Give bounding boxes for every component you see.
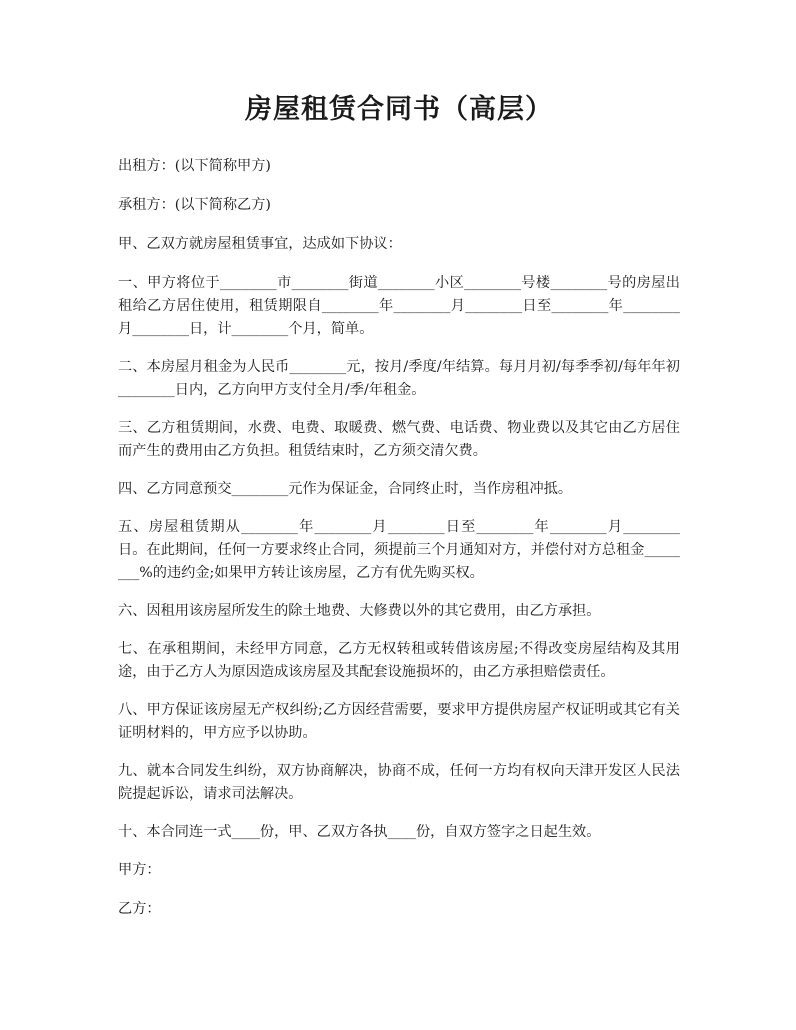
lessee-line: 承租方：(以下简称乙方) [118, 197, 271, 213]
clause-3: 三、乙方租赁期间，水费、电费、取暖费、燃气费、电话费、物业费以及其它由乙方居住而产生的费用由乙方负担。租赁结束时，乙方须交清欠费。 [118, 420, 680, 459]
party-a-signature: 甲方： [118, 862, 161, 878]
contract-page [118, 90, 680, 937]
clause-9: 九、就本合同发生纠纷，双方协商解决，协商不成，任何一方均有权向天津开发区人民法院提起诉讼，请求司法解决。 [118, 763, 680, 802]
clause-4: 四、乙方同意预交________元作为保证金，合同终止时，当作房租冲抵。 [118, 481, 573, 497]
clause-1: 一、甲方将位于________市________街道________小区________号楼________号的房屋出租给乙方居住使用，租赁期限自________年________月________日至________年________月________日，计________个月，简单。 [118, 275, 680, 337]
clause-6: 六、因租用该房屋所发生的除土地费、大修费以外的其它费用，由乙方承担。 [118, 603, 601, 619]
clause-7: 七、在承租期间，未经甲方同意，乙方无权转租或转借该房屋;不得改变房屋结构及其用途，由于乙方人为原因造成该房屋及其配套设施损坏的，由乙方承担赔偿责任。 [118, 641, 680, 680]
clause-10: 十、本合同连一式____份，甲、乙双方各执____份，自双方签字之日起生效。 [118, 824, 601, 840]
document-title: 房屋租赁合同书（高层） [245, 94, 553, 125]
clause-5: 五、房屋租赁期从________年________月________日至________年________月________日。在此期间，任何一方要求终止合同，须提前三个月通知对方，并偿付对方总租金________%的违约金;如果甲方转让该房屋，乙方有优先购买权。 [118, 519, 680, 581]
agreement-intro: 甲、乙双方就房屋租赁事宜，达成如下协议： [118, 236, 402, 252]
party-b-signature: 乙方： [118, 901, 161, 917]
clause-8: 八、甲方保证该房屋无产权纠纷;乙方因经营需要，要求甲方提供房屋产权证明或其它有关证明材料的，甲方应予以协助。 [118, 702, 680, 741]
lessor-line: 出租方：(以下简称甲方) [118, 158, 271, 174]
clause-2: 二、本房屋月租金为人民币________元，按月/季度/年结算。每月月初/每季季初/每年年初________日内，乙方向甲方支付全月/季/年租金。 [118, 359, 680, 398]
